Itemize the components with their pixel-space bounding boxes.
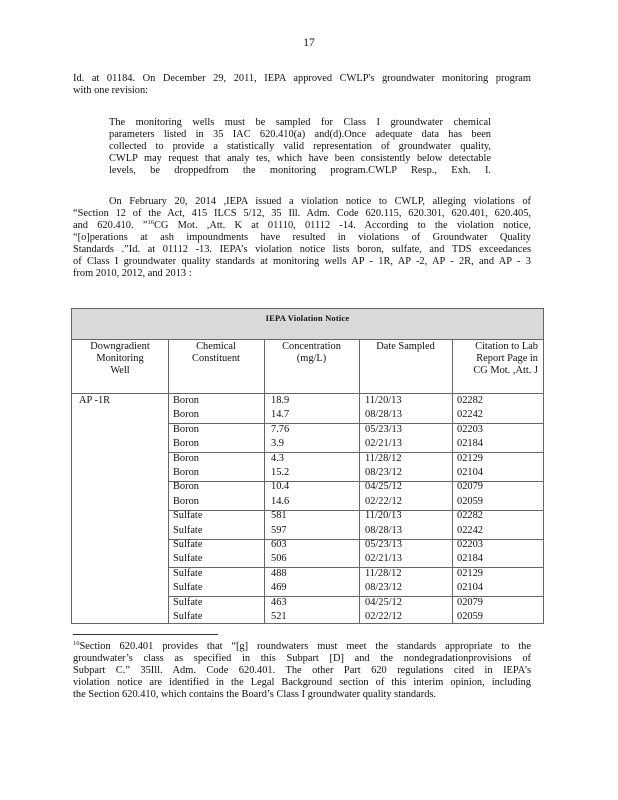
cell-citation: 02104 <box>457 582 483 594</box>
row-separator <box>168 481 543 482</box>
cell-concentration: 463 <box>271 596 287 608</box>
cell-citation: 02059 <box>457 611 483 622</box>
header-concentration <box>264 341 359 365</box>
cell-concentration: 521 <box>271 611 287 622</box>
cell-constituent: Boron <box>173 452 199 464</box>
cell-citation: 02184 <box>457 553 483 565</box>
cell-date: 11/20/13 <box>365 510 402 522</box>
cell-citation: 02059 <box>457 495 483 507</box>
header-line: Concentration <box>282 341 341 352</box>
cell-date: 08/23/12 <box>365 582 402 594</box>
cell-constituent: Sulfate <box>173 611 203 622</box>
cell-concentration: 3.9 <box>271 438 284 450</box>
cell-constituent: Boron <box>173 423 199 435</box>
row-separator <box>168 510 543 511</box>
header-constituent <box>168 341 264 365</box>
cell-constituent: Sulfate <box>173 582 203 594</box>
cell-citation: 02184 <box>457 438 483 450</box>
cell-date: 04/25/12 <box>365 481 402 493</box>
footnote-16 <box>73 641 531 701</box>
cell-date: 04/25/12 <box>365 596 402 608</box>
text-line: from 2010, 2012, and 2013 : <box>73 268 192 279</box>
cell-citation: 02282 <box>457 395 483 406</box>
quote-line: The monitoring wells must be sampled for Class I groundwater chemical <box>109 117 491 128</box>
cell-citation: 02282 <box>457 510 483 522</box>
violation-notice-table <box>71 308 544 624</box>
cell-concentration: 10.4 <box>271 481 290 493</box>
cell-citation: 02079 <box>457 596 483 608</box>
cell-constituent: Sulfate <box>173 524 203 536</box>
footnote-line <box>73 641 531 653</box>
cell-date: 05/23/13 <box>365 539 402 550</box>
cell-concentration: 506 <box>271 553 287 565</box>
cell-concentration: 581 <box>271 510 287 522</box>
row-separator <box>168 567 543 568</box>
cell-concentration: 15.2 <box>271 467 290 478</box>
cell-citation: 02242 <box>457 524 483 536</box>
footnote-line: violation notice are identified in the Legal Background section of this interim opinion, including <box>73 677 531 688</box>
cell-date: 08/23/12 <box>365 467 402 478</box>
cell-date: 08/28/13 <box>365 409 402 421</box>
cell-constituent: Sulfate <box>173 553 203 565</box>
quote-line: parameters listed in 35 IAC 620.410(a) and(d).Once adequate data has been <box>109 129 491 140</box>
footnote-number: 16 <box>73 641 80 647</box>
cell-citation: 02129 <box>457 452 483 464</box>
table-title-bar <box>72 309 543 340</box>
text-line: Id. at 01184. On December 29, 2011, IEPA approved CWLP's groundwater monitoring program <box>73 73 531 84</box>
cell-date: 02/22/12 <box>365 495 402 507</box>
row-separator <box>168 596 543 597</box>
footnote-rule <box>73 634 218 635</box>
quote-line: CWLP may request that analy tes, which have been consistently below detectable <box>109 153 491 164</box>
text-line: “Section 12 of the Act, 415 ILCS 5/12, 35 Ill. Adm. Code 620.115, 620.301, 620.401, 620.405, <box>73 208 531 219</box>
header-line: CG Mot. ,Att. J <box>473 365 538 376</box>
cell-concentration: 14.6 <box>271 495 290 507</box>
text-line: with one revision: <box>73 85 149 96</box>
text-line: Standards .”Id. at 01112 -13. IEPA’s violation notice lists boron, sulfate, and TDS exceedances <box>73 244 531 255</box>
footnote-line: the Section 620.410, which contains the Board’s Class I groundwater quality standards. <box>73 689 437 700</box>
well-label: AP -1R <box>79 395 111 406</box>
cell-date: 05/23/13 <box>365 423 402 435</box>
header-line: Chemical <box>196 341 236 352</box>
block-quote <box>109 117 491 177</box>
cell-date: 11/20/13 <box>365 395 402 406</box>
cell-date: 02/22/12 <box>365 611 402 622</box>
header-line: Monitoring <box>96 353 144 364</box>
table-title: IEPA Violation Notice <box>265 313 350 323</box>
cell-citation: 02203 <box>457 423 483 435</box>
cell-date: 08/28/13 <box>365 524 402 536</box>
cell-concentration: 4.3 <box>271 452 284 464</box>
cell-citation: 02104 <box>457 467 483 478</box>
paragraph-approval <box>73 73 531 97</box>
cell-date: 11/28/12 <box>365 567 402 579</box>
row-separator <box>168 539 543 540</box>
cell-constituent: Sulfate <box>173 596 203 608</box>
header-line: Citation to Lab <box>475 341 538 352</box>
text-fragment: CG Mot. ,Att. K at 01110, 01112 -14. According to the violation notice, <box>153 220 531 231</box>
header-well <box>72 341 168 377</box>
cell-constituent: Sulfate <box>173 539 203 550</box>
cell-constituent: Sulfate <box>173 510 203 522</box>
cell-citation: 02129 <box>457 567 483 579</box>
cell-concentration: 14.7 <box>271 409 290 421</box>
text-line <box>73 220 531 232</box>
header-line: Report Page in <box>476 353 538 364</box>
quote-line: collected to provide a statistically valid representation of groundwater quality, <box>109 141 491 152</box>
footnote-line: groundwater’s class as specified in this Subpart [D] and the nondegradationprovisions of <box>73 653 531 664</box>
header-line: Well <box>110 365 130 376</box>
cell-constituent: Boron <box>173 409 199 421</box>
cell-constituent: Sulfate <box>173 567 203 579</box>
cell-date: 02/21/13 <box>365 553 402 565</box>
cell-constituent: Boron <box>173 481 199 493</box>
footnote-line: Subpart C.” 35Ill. Adm. Code 620.401. The other Part 620 regulations cited in IEPA’s <box>73 665 531 676</box>
row-separator <box>168 452 543 453</box>
text-fragment: Section 620.401 provides that “[g] roundwaters must meet the standards appropriate to the <box>79 641 531 652</box>
cell-constituent: Boron <box>173 495 199 507</box>
footnote-reference: 16 <box>147 220 154 226</box>
paragraph-violation-notice <box>73 196 531 280</box>
row-separator <box>168 423 543 424</box>
cell-constituent: Boron <box>173 467 199 478</box>
text-line: of Class I groundwater quality standards at monitoring wells AP - 1R, AP -2, AP - 2R, and AP - 3 <box>73 256 531 267</box>
text-line: “[o]perations at ash impoundments have resulted in violations of Groundwater Quality <box>73 232 531 243</box>
cell-concentration: 597 <box>271 524 287 536</box>
cell-citation: 02242 <box>457 409 483 421</box>
cell-concentration: 18.9 <box>271 395 290 406</box>
cell-concentration: 488 <box>271 567 287 579</box>
header-line: (mg/L) <box>296 353 327 364</box>
header-separator <box>72 393 543 394</box>
header-line: Date Sampled <box>376 341 435 352</box>
cell-concentration: 603 <box>271 539 287 550</box>
text-line: On February 20, 2014 ,IEPA issued a violation notice to CWLP, alleging violations of <box>109 196 531 207</box>
header-citation <box>456 341 538 377</box>
cell-citation: 02203 <box>457 539 483 550</box>
cell-constituent: Boron <box>173 395 199 406</box>
cell-concentration: 7.76 <box>271 423 290 435</box>
page-number: 17 <box>303 37 315 49</box>
header-date <box>359 341 452 353</box>
cell-constituent: Boron <box>173 438 199 450</box>
header-line: Constituent <box>192 353 240 364</box>
header-line: Downgradient <box>90 341 150 352</box>
cell-date: 02/21/13 <box>365 438 402 450</box>
cell-concentration: 469 <box>271 582 287 594</box>
quote-line: levels, be droppedfrom the monitoring program.CWLP Resp., Exh. I. <box>109 165 491 176</box>
cell-date: 11/28/12 <box>365 452 402 464</box>
text-fragment: and 620.410. ” <box>73 220 148 231</box>
cell-citation: 02079 <box>457 481 483 493</box>
